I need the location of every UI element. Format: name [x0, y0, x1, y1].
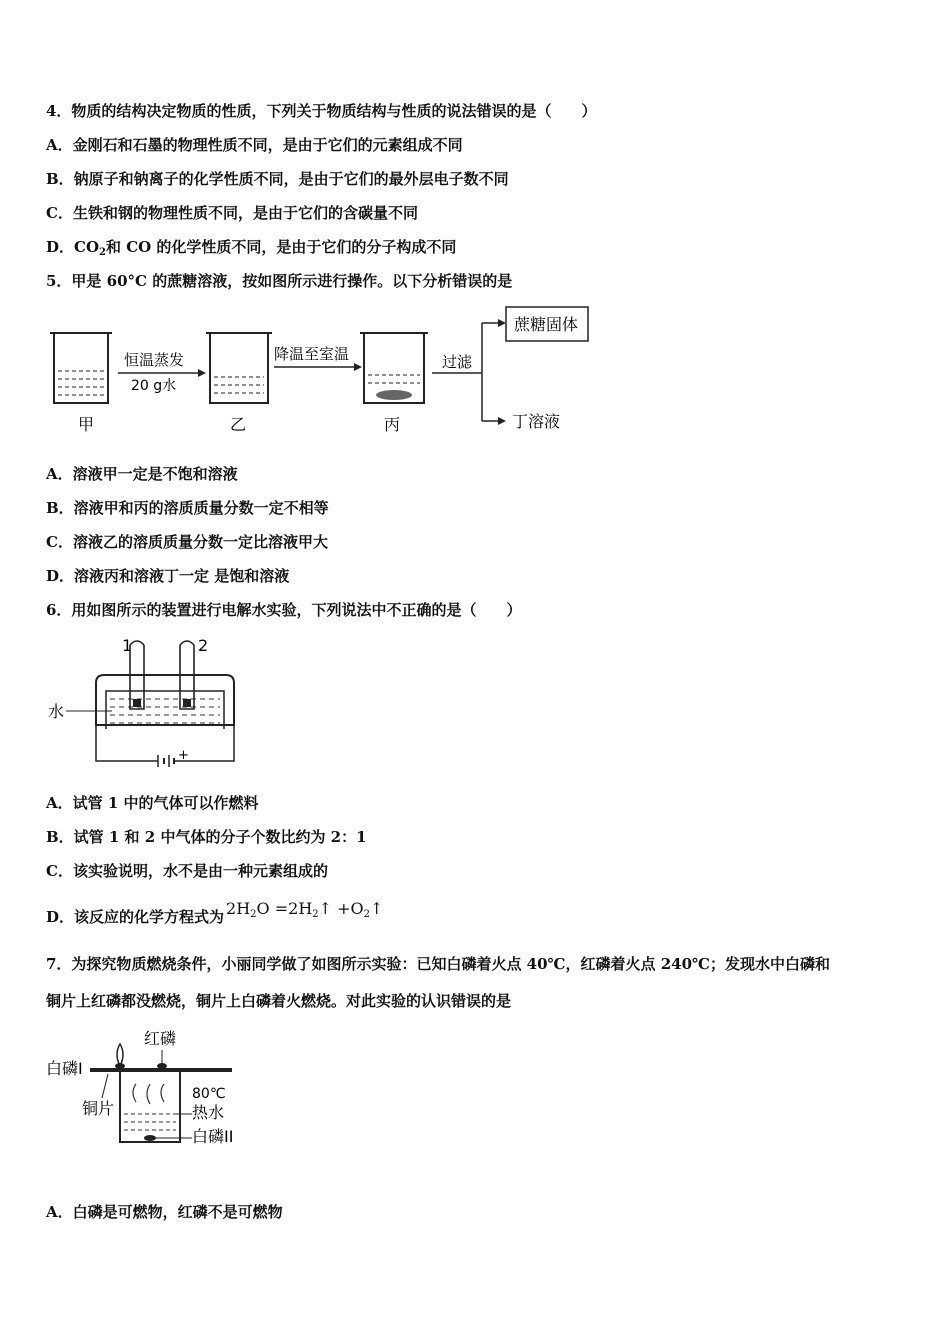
white-phosphorus-2-label: 白磷II	[192, 1127, 234, 1146]
step1-top-label: 恒温蒸发	[124, 351, 185, 369]
q6-option-a: A．试管 1 中的气体可以作燃料	[46, 794, 259, 812]
hot-water-label: 热水	[192, 1103, 225, 1122]
flame-icon	[117, 1044, 123, 1066]
q6-stem: 6．用如图所示的装置进行电解水实验，下列说法中不正确的是（ ）	[46, 601, 522, 619]
positive-pole-label: +	[178, 748, 189, 763]
q7-figure	[46, 1022, 266, 1152]
q4-option-a: A．金刚石和石墨的物理性质不同，是由于它们的元素组成不同	[46, 136, 463, 154]
q5-figure	[46, 303, 606, 443]
water-trough	[96, 675, 234, 725]
step2-label: 降温至室温	[274, 345, 350, 363]
q4-option-b: B．钠原子和钠离子的化学性质不同，是由于它们的最外层电子数不同	[46, 170, 509, 188]
copper-label: 铜片	[82, 1099, 115, 1118]
q5-option-b: B．溶液甲和丙的溶质质量分数一定不相等	[46, 499, 329, 517]
q4-stem: 4．物质的结构决定物质的性质，下列关于物质结构与性质的说法错误的是（ ）	[46, 102, 597, 120]
step1-bottom-label: 20 g水	[131, 378, 177, 394]
chemical-equation: $2H_2O$ $=2H_2↑$ $+O_2↑$	[226, 899, 384, 920]
tube-2-label: 2	[198, 636, 209, 655]
q6-option-b: B．试管 1 和 2 中气体的分子个数比约为 2：1	[46, 828, 367, 846]
q6-option-c: C．该实验说明，水不是由一种元素组成的	[46, 862, 328, 880]
q7-stem-line1: 7．为探究物质燃烧条件，小丽同学做了如图所示实验：已知白磷着火点 40℃，红磷着火点 240℃；发现水中白磷和	[46, 955, 831, 973]
white-phosphorus-1-label: 白磷I	[46, 1059, 83, 1078]
label-yi: 乙	[230, 415, 247, 434]
tube-1-label: 1	[122, 636, 133, 655]
q6-option-d: D．该反应的化学方程式为 $2H_2O$ $=2H_2↑$ $+O_2↑$	[46, 899, 384, 926]
step3-label: 过滤	[442, 353, 473, 371]
beaker	[120, 1072, 180, 1142]
q5-option-c: C．溶液乙的溶质质量分数一定比溶液甲大	[46, 533, 328, 551]
q7-option-a: A．白磷是可燃物，红磷不是可燃物	[46, 1203, 283, 1221]
beaker-yi	[206, 333, 272, 403]
label-bing: 丙	[384, 415, 401, 434]
q6-figure	[46, 633, 256, 773]
water-label: 水	[48, 702, 65, 721]
q5-stem: 5．甲是 60°C 的蔗糖溶液，按如图所示进行操作。以下分析错误的是	[46, 272, 513, 290]
q5-option-d: D．溶液丙和溶液丁一定 是饱和溶液	[46, 567, 290, 585]
q4-option-d: D．$CO_2$和 CO 的化学性质不同，是由于它们的分子构成不同	[46, 238, 457, 258]
q5-option-a: A．溶液甲一定是不饱和溶液	[46, 465, 238, 483]
filtrate-label: 丁溶液	[512, 412, 561, 431]
q7-stem-line2: 铜片上红磷都没燃烧，铜片上白磷着火燃烧。对此实验的认识错误的是	[46, 992, 512, 1010]
label-jia: 甲	[78, 415, 95, 434]
red-phosphorus-label: 红磷	[144, 1029, 177, 1048]
crystal-deposit	[376, 390, 412, 400]
solid-product-label: 蔗糖固体	[514, 315, 579, 334]
beaker-jia	[50, 333, 112, 403]
q4-option-c: C．生铁和钢的物理性质不同，是由于它们的含碳量不同	[46, 204, 418, 222]
temperature-label: 80℃	[192, 1086, 226, 1102]
